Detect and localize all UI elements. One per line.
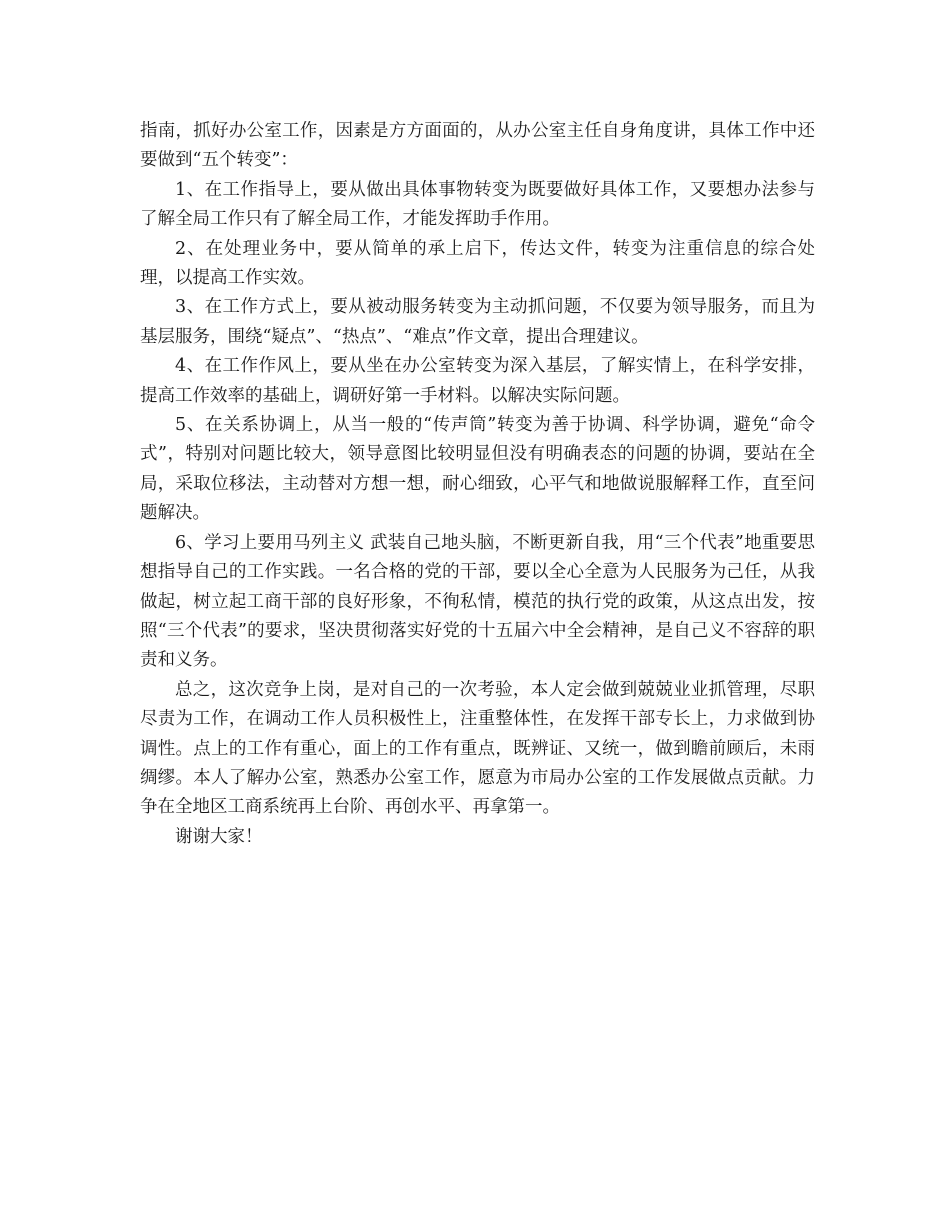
paragraph-item-6: 6、学习上要用马列主义 武装自己地头脑，不断更新自我，用“三个代表”地重要思想指导自己的工作实践。一名合格的党的干部，要以全心全意为人民服务为己任，从我做起，树立起工商干部的良好形象，不徇私情，模范的执行党的政策，从这点出发，按照“三个代表”的要求，坚决贯彻落实好党的十五届六中全会精神，是自己义不容辞的职责和义务。 [140,532,815,671]
paragraph-item-3: 3、在工作方式上，要从被动服务转变为主动抓问题，不仅要为领导服务，而且为基层服务，围绕“疑点”、“热点”、“难点”作文章，提出合理建议。 [140,297,815,347]
paragraph-closing: 谢谢大家！ [175,826,263,847]
paragraph-summary: 总之，这次竞争上岗，是对自己的一次考验，本人定会做到兢兢业业抓管理，尽职尽责为工作，在调动工作人员积极性上，注重整体性，在发挥干部专长上，力求做到协调性。点上的工作有重心，面上的工作有重点，既辨证、又统一，做到瞻前顾后，未雨绸缪。本人了解办公室，熟悉办公室工作，愿意为市局办公室的工作发展做点贡献。力争在全地区工商系统再上台阶、再创水平、再拿第一。 [140,679,815,818]
paragraph-intro: 指南，抓好办公室工作，因素是方方面面的，从办公室主任自身角度讲，具体工作中还要做到“五个转变”： [140,121,815,171]
paragraph-item-4: 4、在工作作风上，要从坐在办公室转变为深入基层，了解实情上，在科学安排，提高工作效率的基础上，调研好第一手材料。以解决实际问题。 [140,356,815,406]
paragraph-item-5: 5、在关系协调上，从当一般的“传声筒”转变为善于协调、科学协调，避免“命令式”，特别对问题比较大，领导意图比较明显但没有明确表态的问题的协调，要站在全局，采取位移法，主动替对方想一想，耐心细致，心平气和地做说服解释工作，直至问题解决。 [140,415,815,524]
paragraph-item-1: 1、在工作指导上，要从做出具体事物转变为既要做好具体工作，又要想办法参与了解全局工作只有了解全局工作，才能发挥助手作用。 [140,179,815,230]
document-body [140,117,815,852]
paragraph-item-2: 2、在处理业务中，要从简单的承上启下，传达文件，转变为注重信息的综合处理，以提高工作实效。 [140,238,815,289]
